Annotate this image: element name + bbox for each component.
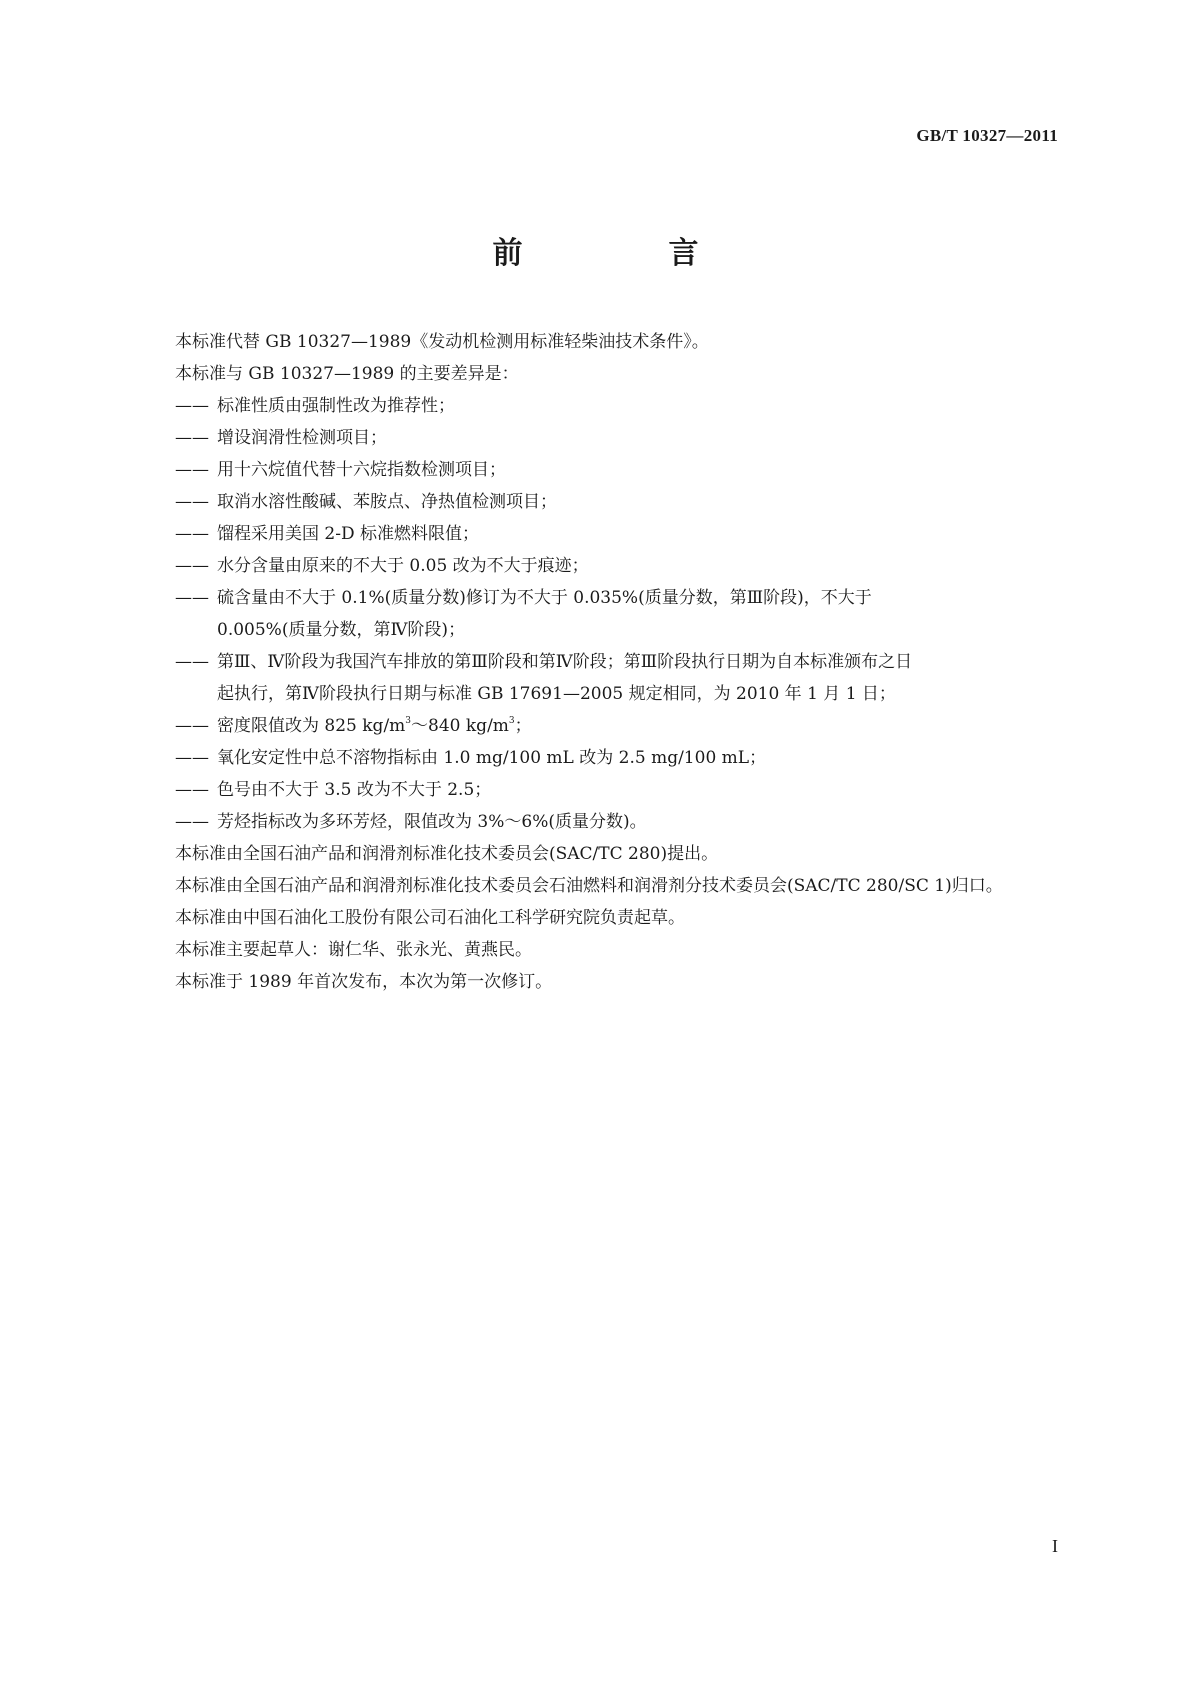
list-item [133,486,1060,518]
paragraph: 本标准由全国石油产品和润滑剂标准化技术委员会(SAC/TC 280)提出。 [175,844,719,864]
list-item-text: 标准性质由强制性改为推荐性； [217,396,455,416]
dash-marker: —— [175,716,209,736]
superscript: 3 [508,716,515,726]
dash-marker: —— [175,652,209,672]
dash-marker: —— [175,556,209,576]
list-item-text: 馏程采用美国 2-D 标准燃料限值； [217,524,479,544]
list-item [133,454,1060,486]
paragraph: 本标准由全国石油产品和润滑剂标准化技术委员会石油燃料和润滑剂分技术委员会(SAC/TC 280/SC 1)归口。 [175,876,1003,896]
dash-marker: —— [175,748,209,768]
dash-marker: —— [175,588,209,608]
list-item [133,550,1060,582]
list-item [133,390,1060,422]
list-item-text-continued: 0.005%(质量分数，第Ⅳ阶段)； [217,620,466,640]
dash-marker: —— [175,396,209,416]
list-item [133,774,1060,806]
list-item-text: 氧化安定性中总不溶物指标由 1.0 mg/100 mL 改为 2.5 mg/100 mL； [217,748,767,768]
dash-marker: —— [175,460,209,480]
list-item [133,742,1060,774]
dash-marker: —— [175,780,209,800]
list-item-text: 密度限值改为 825 kg/m [217,716,406,736]
superscript: 3 [405,716,412,726]
dash-marker: —— [175,524,209,544]
list-item [133,806,1060,838]
dash-marker: —— [175,492,209,512]
dash-marker: —— [175,428,209,448]
list-item-text: 硫含量由不大于 0.1%(质量分数)修订为不大于 0.035%(质量分数，第Ⅲ阶段)，不大于 [217,588,872,608]
paragraph: 本标准主要起草人：谢仁华、张永光、黄燕民。 [175,940,532,960]
paragraph: 本标准由中国石油化工股份有限公司石油化工科学研究院负责起草。 [175,908,685,928]
list-item-text: ～840 kg/m [411,716,509,736]
list-item-text: 取消水溶性酸碱、苯胺点、净热值检测项目； [217,492,557,512]
list-item-text: 增设润滑性检测项目； [217,428,387,448]
list-item-text: 芳烃指标改为多环芳烃，限值改为 3%～6%(质量分数)。 [217,812,647,832]
paragraph: 本标准代替 GB 10327—1989《发动机检测用标准轻柴油技术条件》。 [175,332,709,352]
list-item-text: 用十六烷值代替十六烷指数检测项目； [217,460,506,480]
list-item-text: 水分含量由原来的不大于 0.05 改为不大于痕迹； [217,556,589,576]
standard-code: GB/T 10327—2011 [916,126,1058,145]
page-number: I [1052,1536,1058,1556]
document-body [133,326,1060,998]
list-item-text-continued: 起执行，第Ⅳ阶段执行日期与标准 GB 17691—2005 规定相同，为 2010 年 1 月 1 日； [217,684,896,704]
paragraph: 本标准与 GB 10327—1989 的主要差异是： [175,364,519,384]
list-item-text: 第Ⅲ、Ⅳ阶段为我国汽车排放的第Ⅲ阶段和第Ⅳ阶段；第Ⅲ阶段执行日期为自本标准颁布之日 [217,652,913,672]
list-item-text: ； [514,716,532,736]
paragraph: 本标准于 1989 年首次发布，本次为第一次修订。 [175,972,553,992]
list-item [133,646,1060,710]
list-item [133,582,1060,646]
page-title: 前 言 [492,236,757,271]
list-item [133,422,1060,454]
dash-marker: —— [175,812,209,832]
list-item [133,518,1060,550]
list-item-text: 色号由不大于 3.5 改为不大于 2.5； [217,780,492,800]
list-item [133,710,1060,742]
